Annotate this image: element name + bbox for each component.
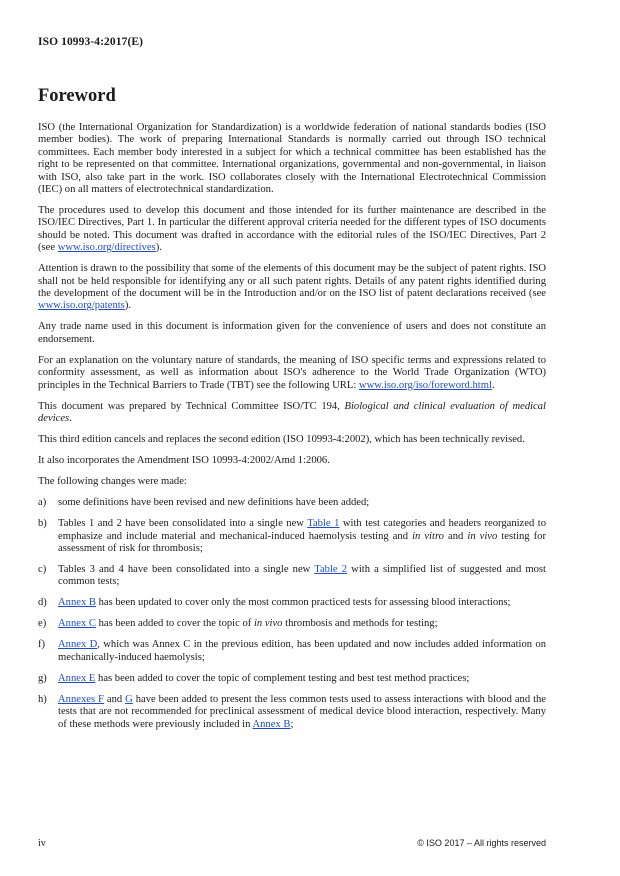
copyright-notice: © ISO 2017 – All rights reserved xyxy=(417,838,546,848)
paragraph-committee: This document was prepared by Technical Committee ISO/TC 194, Biological and clinical evaluation of medical devices. xyxy=(38,400,546,425)
paragraph-patents: Attention is drawn to the possibility that some of the elements of this document may be the subject of patent rights. ISO shall not be held responsible for identifying any or all such patent rights. Details of any patent rights identified during the development of the document will be in the Introduction and/or on the ISO list of patent declarations received (see www.iso.org/patents). xyxy=(38,263,546,312)
table-1-link[interactable]: Table 1 xyxy=(307,518,340,530)
page-number: iv xyxy=(38,838,46,849)
annex-g-link[interactable]: G xyxy=(125,693,133,705)
list-item: a) some definitions have been revised and new definitions have been added; xyxy=(38,497,370,509)
annex-b-link-2[interactable]: Annex B xyxy=(252,718,291,730)
annex-c-link[interactable]: Annex C xyxy=(58,618,96,630)
list-item: f) Annex D, which was Annex C in the previous edition, has been updated and now includes added information on mechanically-induced haemolysis; xyxy=(38,639,546,663)
paragraph-voluntary-nature: For an explanation on the voluntary nature of standards, the meaning of ISO specific terms and expressions related to conformity assessment, as well as information about ISO's adherence to the World Trade Organization (WTO) principles in the Technical Barriers to Trade (TBT) see the following URL: www.iso.org/iso/foreword.html. xyxy=(38,354,546,391)
annexes-f-link[interactable]: Annexes F xyxy=(58,693,104,705)
page-title: Foreword xyxy=(38,86,116,106)
patents-link[interactable]: www.iso.org/patents xyxy=(38,300,125,312)
annex-d-link[interactable]: Annex D xyxy=(58,639,98,651)
annex-b-link[interactable]: Annex B xyxy=(58,597,96,609)
paragraph-changes-intro: The following changes were made: xyxy=(38,476,187,488)
document-identifier: ISO 10993-4:2017(E) xyxy=(38,36,144,48)
foreword-body xyxy=(38,122,546,740)
paragraph-edition: This third edition cancels and replaces the second edition (ISO 10993-4:2002), which has been technically revised. xyxy=(38,434,525,446)
paragraph-iso-intro: ISO (the International Organization for Standardization) is a worldwide federation of national standards bodies (ISO member bodies). The work of preparing International Standards is normally carried out through ISO technical committees. Each member body interested in a subject for which a technical committee has been established has the right to be represented on that committee. International organizations, governmental and non-governmental, in liaison with ISO, also take part in the work. ISO collaborates closely with the International Electrotechnical Commission (IEC) on all matters of electrotechnical standardization. xyxy=(38,122,546,196)
list-item: g) Annex E has been added to cover the topic of complement testing and best test method practices; xyxy=(38,672,470,684)
paragraph-trade-name: Any trade name used in this document is information given for the convenience of users and does not constitute an endorsement. xyxy=(38,321,546,345)
changes-list xyxy=(38,497,546,731)
directives-link[interactable]: www.iso.org/directives xyxy=(57,242,156,254)
annex-e-link[interactable]: Annex E xyxy=(58,672,96,684)
foreword-link[interactable]: www.iso.org/iso/foreword.html xyxy=(358,379,492,391)
paragraph-amendment: It also incorporates the Amendment ISO 10993-4:2002/Amd 1:2006. xyxy=(38,455,330,467)
list-item: e) Annex C has been added to cover the topic of in vivo thrombosis and methods for testing; xyxy=(38,618,438,630)
list-item: d) Annex B has been updated to cover only the most common practiced tests for assessing blood interactions; xyxy=(38,597,511,609)
paragraph-procedures: The procedures used to develop this document and those intended for its further maintenance are described in the ISO/IEC Directives, Part 1. In particular the different approval criteria needed for the different types of ISO documents should be noted. This document was drafted in accordance with the editorial rules of the ISO/IEC Directives, Part 2 (see www.iso.org/directives). xyxy=(38,205,546,254)
list-item: h) Annexes F and G have been added to present the less common tests used to assess interactions with blood and the tests that are not recommended for preclinical assessment of medical device blood interaction, respectively. Many of these methods were previously included in Annex B; xyxy=(38,693,547,730)
list-item: b) Tables 1 and 2 have been consolidated into a single new Table 1 with test categories and headers reorganized to emphasize and include material and mechanical-induced haemolysis testing and in vitro and in vivo testing for assessment of risk for thrombosis; xyxy=(38,518,546,554)
table-2-link[interactable]: Table 2 xyxy=(314,563,348,575)
list-item: c) Tables 3 and 4 have been consolidated into a single new Table 2 with a simplified list of suggested and most common tests; xyxy=(38,563,546,588)
